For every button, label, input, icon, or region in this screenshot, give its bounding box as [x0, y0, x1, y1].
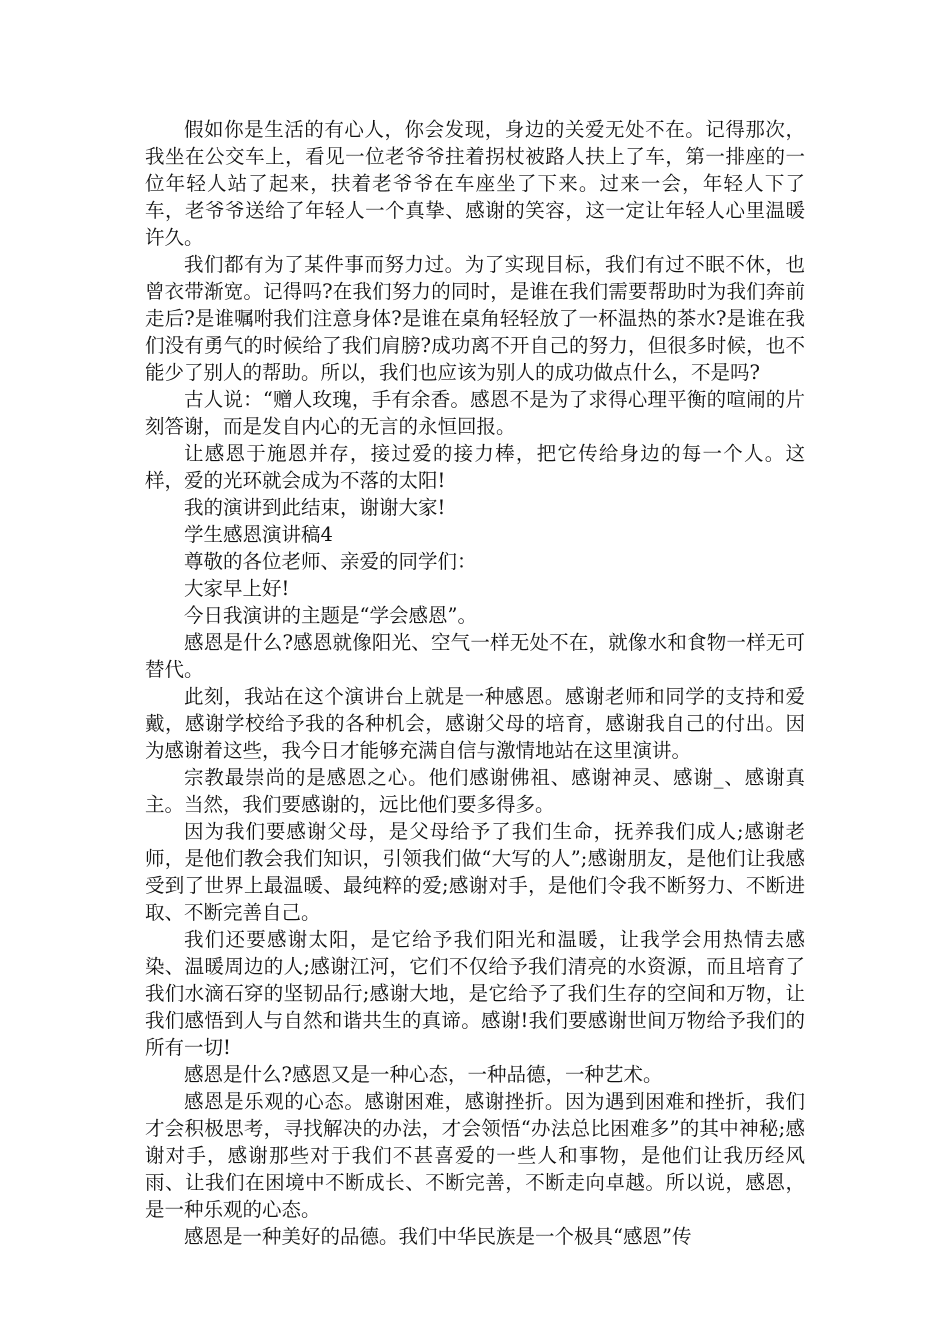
section-heading: 学生感恩演讲稿4 [184, 523, 333, 546]
paragraph: 假如你是生活的有心人，你会发现，身边的关爱无处不在。记得那次，我坐在公交车上，看见一位老爷爷拄着拐杖被路人扶上了车，第一排座的一位年轻人站了起来，扶着老爷爷在车座坐了下来。过来一会，年轻人下了车，老爷爷送给了年轻人一个真挚、感谢的笑容，这一定让年轻人心里温暖许久。 [145, 118, 805, 249]
paragraph: 让感恩于施恩并存，接过爱的接力棒，把它传给身边的每一个人。这样，爱的光环就会成为不落的太阳! [145, 442, 805, 492]
document-page [145, 116, 805, 1250]
salutation: 尊敬的各位老师、亲爱的同学们： [184, 550, 477, 573]
paragraph: 感恩是什么?感恩又是一种心态，一种品德，一种艺术。 [184, 1063, 663, 1086]
paragraph: 感恩是什么?感恩就像阳光、空气一样无处不在，就像水和食物一样无可替代。 [145, 631, 805, 681]
paragraph: 此刻，我站在这个演讲台上就是一种感恩。感谢老师和同学的支持和爱戴，感谢学校给予我的各种机会，感谢父母的培育，感谢我自己的付出。因为感谢着这些，我今日才能够充满自信与激情地站在这里演讲。 [145, 685, 805, 762]
paragraph: 感恩是一种美好的品德。我们中华民族是一个极具“感恩”传 [184, 1225, 692, 1248]
paragraph: 感恩是乐观的心态。感谢困难，感谢挫折。因为遇到困难和挫折，我们才会积极思考，寻找解决的办法，才会领悟“办法总比困难多”的其中神秘;感谢对手，感谢那些对于我们不甚喜爱的一些人和事物，是他们让我历经风雨、让我们在困境中不断成长、不断完善，不断走向卓越。所以说，感恩，是一种乐观的心态。 [145, 1090, 805, 1221]
paragraph: 我们还要感谢太阳，是它给予我们阳光和温暖，让我学会用热情去感染、温暖周边的人;感谢江河，它们不仅给予我们清亮的水资源，而且培育了我们水滴石穿的坚韧品行;感谢大地，是它给予了我们生存的空间和万物，让我们感悟到人与自然和谐共生的真谛。感谢!我们要感谢世间万物给予我们的所有一切! [145, 928, 805, 1059]
paragraph: 宗教最崇尚的是感恩之心。他们感谢佛祖、感谢神灵、感谢_、感谢真主。当然，我们要感谢的，远比他们要多得多。 [145, 766, 805, 816]
paragraph: 今日我演讲的主题是“学会感恩”。 [184, 604, 477, 627]
paragraph: 我的演讲到此结束，谢谢大家! [184, 496, 446, 519]
greeting: 大家早上好! [184, 577, 290, 600]
paragraph: 我们都有为了某件事而努力过。为了实现目标，我们有过不眠不休，也曾衣带渐宽。记得吗?在我们努力的同时，是谁在我们需要帮助时为我们奔前走后?是谁嘱咐我们注意身体?是谁在桌角轻轻放了一杯温热的茶水?是谁在我们没有勇气的时候给了我们肩膀?成功离不开自己的努力，但很多时候，也不能少了别人的帮助。所以，我们也应该为别人的成功做点什么，不是吗? [145, 253, 805, 384]
paragraph: 因为我们要感谢父母，是父母给予了我们生命，抚养我们成人;感谢老师，是他们教会我们知识，引领我们做“大写的人”;感谢朋友，是他们让我感受到了世界上最温暖、最纯粹的爱;感谢对手，是他们令我不断努力、不断进取、不断完善自己。 [145, 820, 805, 924]
paragraph: 古人说：“赠人玫瑰，手有余香。感恩不是为了求得心理平衡的喧闹的片刻答谢，而是发自内心的无言的永恒回报。 [145, 388, 805, 438]
